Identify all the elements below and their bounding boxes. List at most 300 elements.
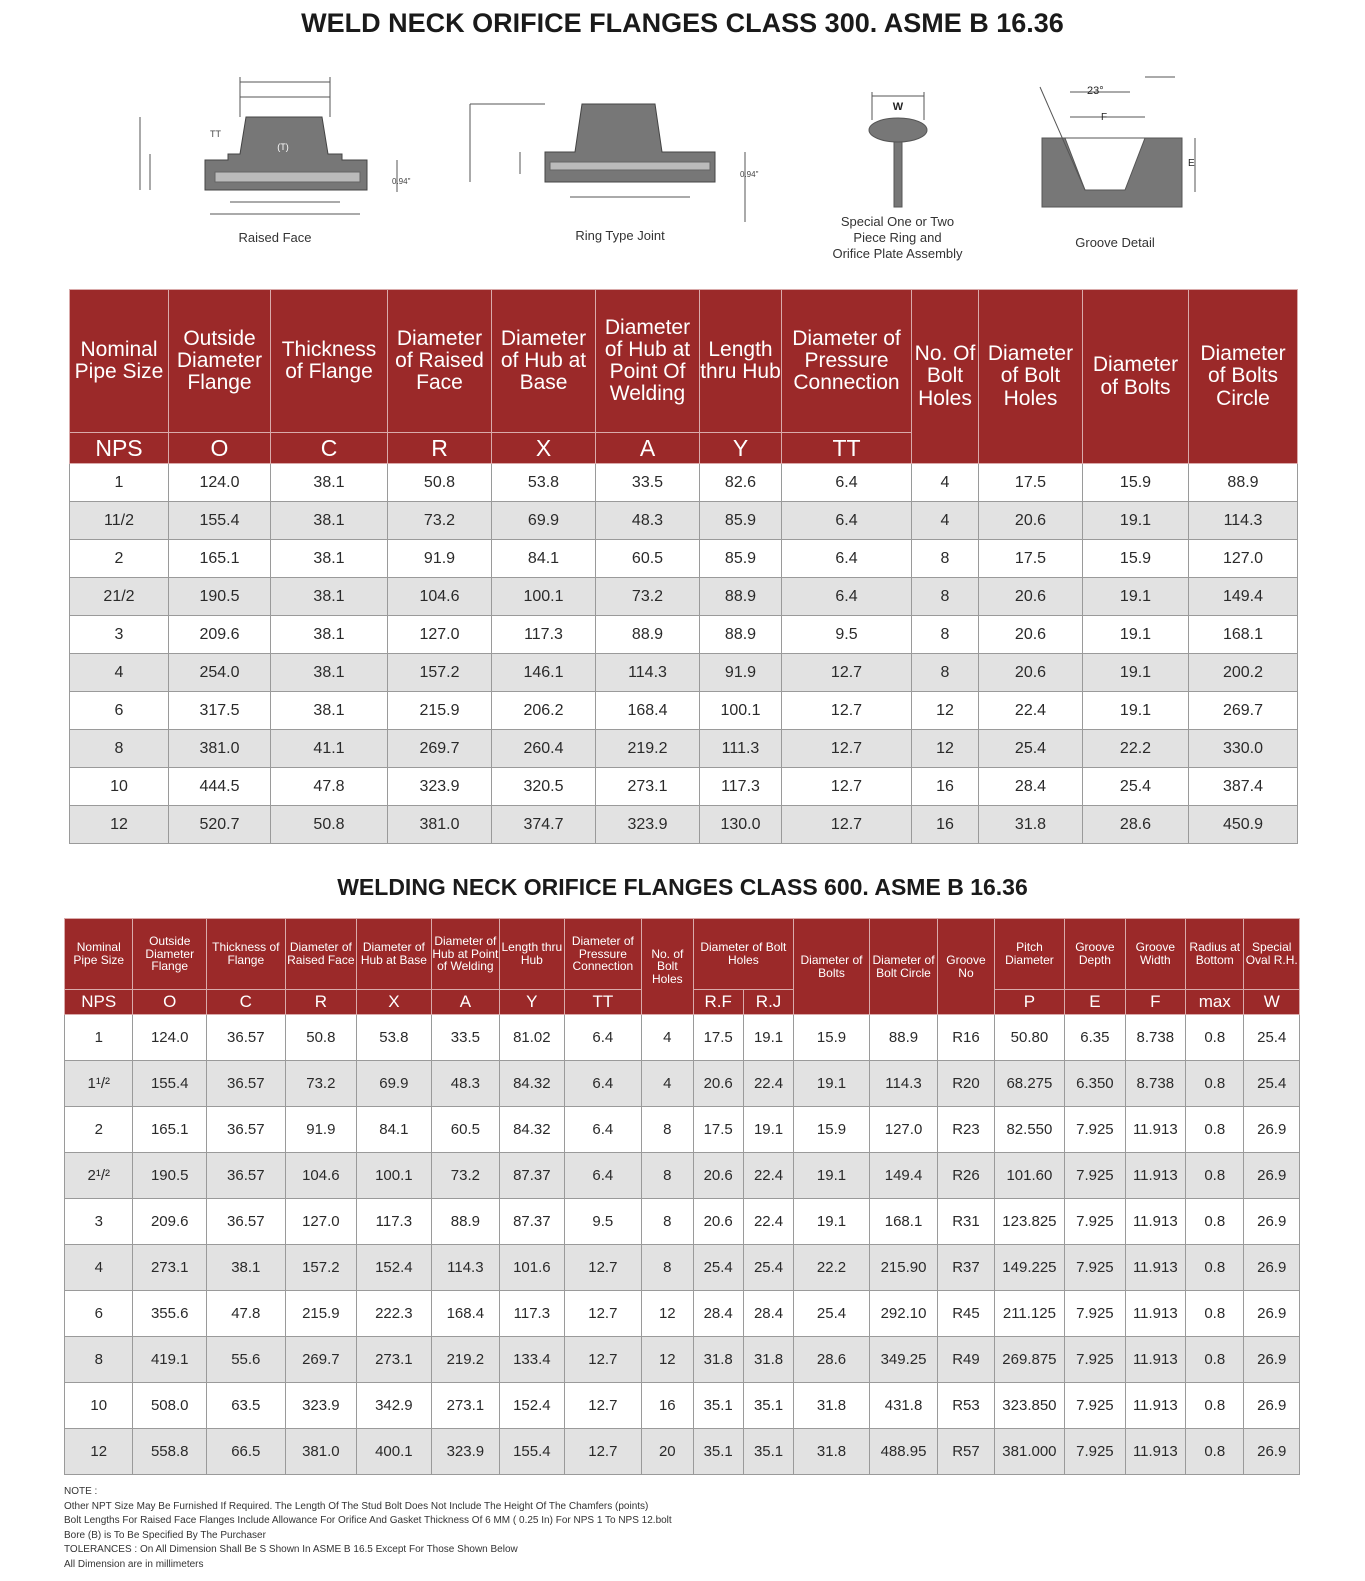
- table-cell: 124.0: [133, 1015, 207, 1061]
- t2-sub-r: R: [285, 990, 357, 1015]
- t1-header-a: Diameter of Hub at Point Of Welding: [596, 290, 700, 433]
- table-cell: 152.4: [500, 1383, 564, 1429]
- table-cell: 25.4: [693, 1245, 743, 1291]
- table-cell: 33.5: [596, 464, 700, 502]
- dim-label-2: 0.94": [740, 170, 759, 179]
- table-row: [65, 1291, 1300, 1337]
- table-cell: 273.1: [431, 1383, 499, 1429]
- table-cell: 520.7: [169, 806, 271, 844]
- table-cell: 149.4: [1189, 578, 1298, 616]
- t2-header-bolt-dia: Diameter of Bolts: [794, 919, 870, 1015]
- t2-sub-tt: TT: [564, 990, 642, 1015]
- table-cell: 6.4: [564, 1015, 642, 1061]
- table-cell: 117.3: [492, 616, 596, 654]
- ring-assembly-caption-line-2: Piece Ring and: [853, 230, 942, 245]
- table-cell: 152.4: [357, 1245, 432, 1291]
- table-cell: 355.6: [133, 1291, 207, 1337]
- t2-header-bolt-holes-no: No. of Bolt Holes: [642, 919, 693, 1015]
- table-cell: 73.2: [285, 1061, 357, 1107]
- table-cell: 2: [70, 540, 169, 578]
- table-cell: 12.7: [782, 730, 912, 768]
- table-cell: 31.8: [743, 1337, 793, 1383]
- table-cell: 292.10: [869, 1291, 937, 1337]
- table-cell: 7.925: [1065, 1153, 1125, 1199]
- t2-header-tt: Diameter of Pressure Connection: [564, 919, 642, 990]
- table-cell: 15.9: [794, 1015, 870, 1061]
- table-cell: 6.4: [782, 578, 912, 616]
- table-cell: 73.2: [388, 502, 492, 540]
- table-cell: 9.5: [564, 1199, 642, 1245]
- table-cell: 7.925: [1065, 1383, 1125, 1429]
- table-cell: 12.7: [782, 768, 912, 806]
- table-cell: 323.9: [596, 806, 700, 844]
- t2-header-r: Diameter of Raised Face: [285, 919, 357, 990]
- table-cell: R16: [938, 1015, 994, 1061]
- table-cell: 53.8: [357, 1015, 432, 1061]
- table-cell: R20: [938, 1061, 994, 1107]
- t2-header-special-oval: Special Oval R.H.: [1244, 919, 1300, 990]
- table-cell: 8: [65, 1337, 133, 1383]
- table-cell: 25.4: [794, 1291, 870, 1337]
- ring-joint-drawing: [470, 104, 745, 222]
- table-cell: 22.2: [1083, 730, 1189, 768]
- table-cell: 450.9: [1189, 806, 1298, 844]
- table-cell: 273.1: [357, 1337, 432, 1383]
- table-cell: 374.7: [492, 806, 596, 844]
- table-cell: 28.4: [693, 1291, 743, 1337]
- t2-sub-max: max: [1186, 990, 1244, 1015]
- table-cell: 323.9: [285, 1383, 357, 1429]
- table-cell: 88.9: [431, 1199, 499, 1245]
- table-cell: 155.4: [500, 1429, 564, 1475]
- table-cell: 419.1: [133, 1337, 207, 1383]
- table-cell: 101.6: [500, 1245, 564, 1291]
- table-cell: 4: [65, 1245, 133, 1291]
- w-label: W: [892, 101, 904, 113]
- table-cell: 7.925: [1065, 1107, 1125, 1153]
- table-cell: 11.913: [1125, 1199, 1185, 1245]
- table-row: [65, 1153, 1300, 1199]
- table-row: [70, 730, 1298, 768]
- table-cell: 155.4: [133, 1061, 207, 1107]
- table-cell: 323.850: [994, 1383, 1065, 1429]
- table-cell: 82.6: [700, 464, 782, 502]
- t2-sub-o: O: [133, 990, 207, 1015]
- flange-diagrams: [0, 62, 1365, 282]
- table-cell: 0.8: [1186, 1153, 1244, 1199]
- table-cell: 11.913: [1125, 1291, 1185, 1337]
- table-cell: 209.6: [133, 1199, 207, 1245]
- class-600-table-body: [65, 1015, 1300, 1475]
- class-600-table: [64, 918, 1300, 1475]
- table-row: [70, 654, 1298, 692]
- table-cell: 3: [65, 1199, 133, 1245]
- t1-sub-a: A: [596, 433, 700, 464]
- table-row: [70, 768, 1298, 806]
- table-cell: 269.7: [1189, 692, 1298, 730]
- table-cell: 22.4: [743, 1061, 793, 1107]
- t2-header-y: Length thru Hub: [500, 919, 564, 990]
- raised-face-caption: Raised Face: [238, 230, 312, 245]
- table-cell: 25.4: [743, 1245, 793, 1291]
- table-cell: 254.0: [169, 654, 271, 692]
- table-cell: 130.0: [700, 806, 782, 844]
- table-row: [70, 692, 1298, 730]
- table-cell: 22.4: [979, 692, 1083, 730]
- ring-assembly-caption-line-3: Orifice Plate Assembly: [832, 246, 963, 261]
- table-cell: 9.5: [782, 616, 912, 654]
- table-cell: 3: [70, 616, 169, 654]
- t2-header-o: Outside Diameter Flange: [133, 919, 207, 990]
- table-cell: 157.2: [388, 654, 492, 692]
- table-cell: 16: [642, 1383, 693, 1429]
- t2-header-groove-no: Groove No: [938, 919, 994, 1015]
- table-cell: 400.1: [357, 1429, 432, 1475]
- table-cell: 219.2: [596, 730, 700, 768]
- table-cell: 22.4: [743, 1199, 793, 1245]
- dim-label-1: 0.94": [392, 177, 411, 186]
- table-cell: 1¹/²: [65, 1061, 133, 1107]
- t2-sub-nps: NPS: [65, 990, 133, 1015]
- table-cell: 381.000: [994, 1429, 1065, 1475]
- table-cell: 38.1: [271, 692, 388, 730]
- table-cell: 36.57: [207, 1061, 286, 1107]
- table-cell: 6.350: [1065, 1061, 1125, 1107]
- table-cell: 66.5: [207, 1429, 286, 1475]
- ring-joint-caption: Ring Type Joint: [575, 228, 665, 243]
- table-cell: R31: [938, 1199, 994, 1245]
- table-cell: 20.6: [979, 616, 1083, 654]
- table-cell: 146.1: [492, 654, 596, 692]
- t1-header-c: Thickness of Flange: [271, 290, 388, 433]
- table-row: [65, 1337, 1300, 1383]
- table-cell: 260.4: [492, 730, 596, 768]
- table-cell: 7.925: [1065, 1199, 1125, 1245]
- groove-drawing: [1040, 77, 1195, 207]
- table-cell: 127.0: [388, 616, 492, 654]
- table-cell: R45: [938, 1291, 994, 1337]
- table-cell: 11.913: [1125, 1429, 1185, 1475]
- table-cell: 12.7: [564, 1429, 642, 1475]
- table-cell: 26.9: [1244, 1383, 1300, 1429]
- table-cell: 73.2: [431, 1153, 499, 1199]
- table-row: [65, 1383, 1300, 1429]
- t2-sub-c: C: [207, 990, 286, 1015]
- class-300-table: [69, 289, 1298, 844]
- t1-sub-r: R: [388, 433, 492, 464]
- table-cell: 8: [912, 578, 979, 616]
- t2-sub-e: E: [1065, 990, 1125, 1015]
- table-cell: 273.1: [596, 768, 700, 806]
- table-cell: 25.4: [1083, 768, 1189, 806]
- table-cell: 100.1: [492, 578, 596, 616]
- table-cell: 168.1: [1189, 616, 1298, 654]
- tt-label: TT: [210, 129, 221, 139]
- e-label: E: [1188, 158, 1195, 169]
- table-cell: 168.4: [431, 1291, 499, 1337]
- groove-caption: Groove Detail: [1075, 235, 1155, 250]
- table-cell: 4: [912, 464, 979, 502]
- table-cell: 6: [65, 1291, 133, 1337]
- table-cell: 381.0: [388, 806, 492, 844]
- table-cell: 11.913: [1125, 1383, 1185, 1429]
- table-cell: 200.2: [1189, 654, 1298, 692]
- table-cell: 323.9: [388, 768, 492, 806]
- table-cell: 41.1: [271, 730, 388, 768]
- table-cell: 53.8: [492, 464, 596, 502]
- table-cell: 20.6: [693, 1199, 743, 1245]
- table-cell: 0.8: [1186, 1245, 1244, 1291]
- table-cell: 25.4: [1244, 1015, 1300, 1061]
- table-cell: 50.8: [285, 1015, 357, 1061]
- table-cell: 8: [912, 654, 979, 692]
- table-cell: 330.0: [1189, 730, 1298, 768]
- t2-sub-x: X: [357, 990, 432, 1015]
- t2-sub-rj: R.J: [743, 990, 793, 1015]
- table-cell: 100.1: [700, 692, 782, 730]
- table-cell: 84.32: [500, 1107, 564, 1153]
- angle-label: 23°: [1087, 85, 1104, 97]
- table-cell: 508.0: [133, 1383, 207, 1429]
- table-cell: 31.8: [693, 1337, 743, 1383]
- table-cell: 38.1: [271, 654, 388, 692]
- table-cell: 35.1: [693, 1429, 743, 1475]
- table-cell: 209.6: [169, 616, 271, 654]
- table-cell: 114.3: [431, 1245, 499, 1291]
- table-cell: 88.9: [700, 578, 782, 616]
- table-cell: 124.0: [169, 464, 271, 502]
- table-cell: 8: [642, 1245, 693, 1291]
- table-cell: 17.5: [979, 540, 1083, 578]
- table-cell: 12: [912, 730, 979, 768]
- table-cell: 215.90: [869, 1245, 937, 1291]
- t2-header-bolt-circle: Diameter of Bolt Circle: [869, 919, 937, 1015]
- table-cell: 73.2: [596, 578, 700, 616]
- table-cell: 558.8: [133, 1429, 207, 1475]
- table-cell: 157.2: [285, 1245, 357, 1291]
- note-line: TOLERANCES : On All Dimension Shall Be S Shown In ASME B 16.5 Except For Those Shown Below: [64, 1544, 518, 1555]
- t1-header-bolt-holes-no: No. Of Bolt Holes: [912, 290, 979, 464]
- table-cell: 269.7: [388, 730, 492, 768]
- note-line: Bore (B) is To Be Specified By The Purchaser: [64, 1529, 266, 1541]
- table-cell: 273.1: [133, 1245, 207, 1291]
- notes-heading: NOTE :: [64, 1486, 98, 1497]
- table-cell: R49: [938, 1337, 994, 1383]
- table-cell: 8.738: [1125, 1015, 1185, 1061]
- table-row: [70, 578, 1298, 616]
- table-cell: 12.7: [782, 806, 912, 844]
- table-cell: 12.7: [782, 654, 912, 692]
- table-cell: 149.225: [994, 1245, 1065, 1291]
- t2-header-bolt-hole-dia: Diameter of Bolt Holes: [693, 919, 794, 990]
- table-cell: 91.9: [388, 540, 492, 578]
- table-cell: 127.0: [869, 1107, 937, 1153]
- table-cell: 215.9: [388, 692, 492, 730]
- table-cell: 7.925: [1065, 1245, 1125, 1291]
- table-cell: 38.1: [271, 502, 388, 540]
- table-cell: 222.3: [357, 1291, 432, 1337]
- table-cell: 11.913: [1125, 1107, 1185, 1153]
- table-cell: 26.9: [1244, 1199, 1300, 1245]
- table-cell: 323.9: [431, 1429, 499, 1475]
- table-cell: 12.7: [564, 1337, 642, 1383]
- table-cell: 82.550: [994, 1107, 1065, 1153]
- table-cell: 19.1: [743, 1107, 793, 1153]
- table-cell: 19.1: [743, 1015, 793, 1061]
- table-cell: 123.825: [994, 1199, 1065, 1245]
- table-cell: 206.2: [492, 692, 596, 730]
- table-row: [65, 1061, 1300, 1107]
- table-cell: 11.913: [1125, 1153, 1185, 1199]
- table-cell: 48.3: [431, 1061, 499, 1107]
- table-cell: 117.3: [357, 1199, 432, 1245]
- table-cell: 19.1: [1083, 578, 1189, 616]
- table-cell: 8: [642, 1107, 693, 1153]
- table-cell: 155.4: [169, 502, 271, 540]
- table-cell: 85.9: [700, 502, 782, 540]
- table-cell: 20.6: [693, 1153, 743, 1199]
- table-cell: 431.8: [869, 1383, 937, 1429]
- table-cell: 19.1: [794, 1061, 870, 1107]
- table-cell: 16: [912, 768, 979, 806]
- table-cell: 17.5: [693, 1015, 743, 1061]
- t1-header-y: Length thru Hub: [700, 290, 782, 433]
- table-cell: 104.6: [285, 1153, 357, 1199]
- t1-sub-tt: TT: [782, 433, 912, 464]
- table-cell: 84.1: [492, 540, 596, 578]
- t1-sub-c: C: [271, 433, 388, 464]
- table-cell: 38.1: [271, 540, 388, 578]
- table-cell: 38.1: [271, 464, 388, 502]
- table-cell: 19.1: [794, 1199, 870, 1245]
- t1-header-bolt-circle: Diameter of Bolts Circle: [1189, 290, 1298, 464]
- t2-header-x: Diameter of Hub at Base: [357, 919, 432, 990]
- table-cell: 26.9: [1244, 1245, 1300, 1291]
- table-cell: 8: [70, 730, 169, 768]
- table-cell: 165.1: [169, 540, 271, 578]
- table-cell: 35.1: [743, 1429, 793, 1475]
- table-cell: 21/2: [70, 578, 169, 616]
- table-cell: 84.1: [357, 1107, 432, 1153]
- table-cell: 4: [912, 502, 979, 540]
- table-cell: 88.9: [1189, 464, 1298, 502]
- table-cell: 8: [912, 616, 979, 654]
- t2-header-a: Diameter of Hub at Point of Welding: [431, 919, 499, 990]
- table-cell: 17.5: [979, 464, 1083, 502]
- ring-assembly-caption-line-1: Special One or Two: [840, 214, 955, 229]
- t2-header-radius: Radius at Bottom: [1186, 919, 1244, 990]
- table-cell: 10: [65, 1383, 133, 1429]
- table-cell: 104.6: [388, 578, 492, 616]
- table-cell: 0.8: [1186, 1291, 1244, 1337]
- table-cell: 10: [70, 768, 169, 806]
- table-cell: 20.6: [979, 502, 1083, 540]
- table-cell: R37: [938, 1245, 994, 1291]
- t1-header-bolt-hole-dia: Diameter of Bolt Holes: [979, 290, 1083, 464]
- table-cell: 38.1: [271, 578, 388, 616]
- table-cell: 12.7: [564, 1291, 642, 1337]
- table-cell: 28.4: [979, 768, 1083, 806]
- table-cell: 4: [642, 1061, 693, 1107]
- t1-sub-y: Y: [700, 433, 782, 464]
- table-cell: 47.8: [271, 768, 388, 806]
- table-cell: 35.1: [693, 1383, 743, 1429]
- table-cell: 269.875: [994, 1337, 1065, 1383]
- table-cell: 26.9: [1244, 1337, 1300, 1383]
- table-row: [70, 540, 1298, 578]
- table-cell: 16: [912, 806, 979, 844]
- table-cell: 25.4: [979, 730, 1083, 768]
- table-cell: 117.3: [500, 1291, 564, 1337]
- table-cell: 20.6: [693, 1061, 743, 1107]
- table-cell: 12: [65, 1429, 133, 1475]
- t2-sub-w: W: [1244, 990, 1300, 1015]
- table-cell: 15.9: [794, 1107, 870, 1153]
- t2-header-pitch-dia: Pitch Diameter: [994, 919, 1065, 990]
- table-row: [65, 1015, 1300, 1061]
- table-cell: 219.2: [431, 1337, 499, 1383]
- table-row: [65, 1245, 1300, 1291]
- table-cell: 12: [70, 806, 169, 844]
- table-cell: 12: [642, 1291, 693, 1337]
- t1-header-tt: Diameter of Pressure Connection: [782, 290, 912, 433]
- t2-sub-p: P: [994, 990, 1065, 1015]
- table-cell: 0.8: [1186, 1015, 1244, 1061]
- table-cell: 2: [65, 1107, 133, 1153]
- class-300-table-body: [70, 464, 1298, 844]
- table-cell: 25.4: [1244, 1061, 1300, 1107]
- table-cell: 26.9: [1244, 1429, 1300, 1475]
- table-row: [70, 502, 1298, 540]
- table-cell: 69.9: [492, 502, 596, 540]
- table2-title: WELDING NECK ORIFICE FLANGES CLASS 600. ASME B 16.36: [337, 874, 1028, 900]
- t-label: (T): [277, 142, 289, 152]
- table-cell: 31.8: [794, 1383, 870, 1429]
- f-label: F: [1101, 112, 1108, 123]
- t1-header-x: Diameter of Hub at Base: [492, 290, 596, 433]
- raised-face-drawing: [140, 77, 397, 214]
- t2-header-nps: Nominal Pipe Size: [65, 919, 133, 990]
- table-cell: 48.3: [596, 502, 700, 540]
- table-cell: 12.7: [564, 1245, 642, 1291]
- table-cell: 6: [70, 692, 169, 730]
- table-cell: 84.32: [500, 1061, 564, 1107]
- t1-sub-x: X: [492, 433, 596, 464]
- t2-sub-y: Y: [500, 990, 564, 1015]
- table-cell: 15.9: [1083, 540, 1189, 578]
- table-cell: 87.37: [500, 1199, 564, 1245]
- table-cell: 381.0: [285, 1429, 357, 1475]
- table-cell: 81.02: [500, 1015, 564, 1061]
- table-cell: 22.2: [794, 1245, 870, 1291]
- notes: [64, 1485, 1264, 1572]
- table-cell: 0.8: [1186, 1429, 1244, 1475]
- t2-sub-f: F: [1125, 990, 1185, 1015]
- t2-header-groove-width: Groove Width: [1125, 919, 1185, 990]
- table-cell: 215.9: [285, 1291, 357, 1337]
- t1-sub-nps: NPS: [70, 433, 169, 464]
- table-cell: 88.9: [700, 616, 782, 654]
- table-cell: 1: [70, 464, 169, 502]
- table-cell: 26.9: [1244, 1291, 1300, 1337]
- table-cell: 317.5: [169, 692, 271, 730]
- table-row: [70, 464, 1298, 502]
- table-cell: 349.25: [869, 1337, 937, 1383]
- table-cell: 12.7: [564, 1383, 642, 1429]
- table-cell: 1: [65, 1015, 133, 1061]
- table-cell: 91.9: [700, 654, 782, 692]
- table-cell: 36.57: [207, 1015, 286, 1061]
